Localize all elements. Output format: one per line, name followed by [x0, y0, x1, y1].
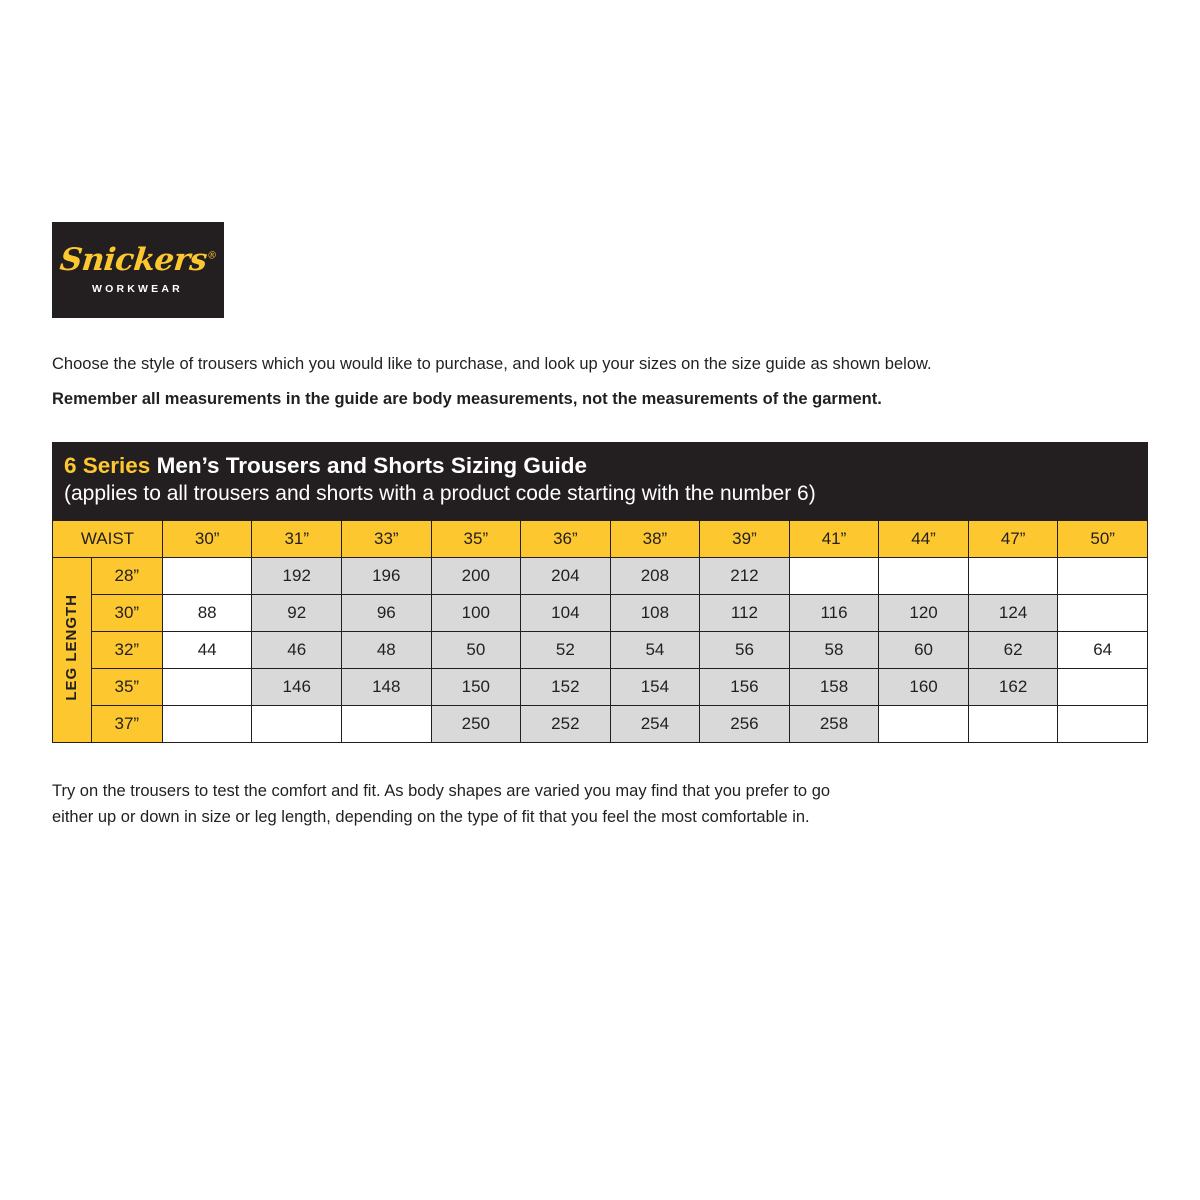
size-cell: 160 — [879, 668, 969, 705]
table-row — [53, 705, 1148, 742]
size-cell: 250 — [431, 705, 521, 742]
table-header-row — [53, 520, 1148, 557]
size-cell — [1058, 668, 1148, 705]
size-cell: 162 — [968, 668, 1058, 705]
guide-header — [52, 442, 1148, 520]
intro-paragraph-1: Choose the style of trousers which you would like to purchase, and look up your sizes on the size guide as shown below. — [52, 355, 932, 373]
size-cell: 192 — [252, 557, 342, 594]
guide-title — [64, 452, 1136, 481]
waist-size-header: 44” — [879, 520, 969, 557]
size-cell: 112 — [700, 594, 790, 631]
footer-paragraph-1: Try on the trousers to test the comfort and fit. As body shapes are varied you may find that you prefer to go — [52, 782, 831, 800]
waist-header: WAIST — [53, 520, 163, 557]
size-cell: 116 — [789, 594, 879, 631]
waist-size-header: 38” — [610, 520, 700, 557]
size-cell: 92 — [252, 594, 342, 631]
size-cell — [1058, 705, 1148, 742]
size-cell: 256 — [700, 705, 790, 742]
guide-title-rest: Men’s Trousers and Shorts Sizing Guide — [150, 453, 588, 478]
size-cell: 212 — [700, 557, 790, 594]
leg-length-axis-label — [53, 557, 92, 742]
waist-size-header: 39” — [700, 520, 790, 557]
guide-subtitle: (applies to all trousers and shorts with a product code starting with the number 6) — [64, 481, 816, 505]
leg-length-label: 35” — [91, 668, 162, 705]
leg-length-label: 30” — [91, 594, 162, 631]
size-cell — [968, 705, 1058, 742]
footer-paragraph-2: either up or down in size or leg length, depending on the type of fit that you feel the most comfortable in. — [52, 808, 810, 827]
size-cell: 104 — [521, 594, 611, 631]
guide-title-series: 6 Series — [64, 453, 151, 478]
table-row — [53, 631, 1148, 668]
size-cell — [879, 557, 969, 594]
registered-trademark-icon: ® — [206, 250, 218, 262]
size-cell: 60 — [879, 631, 969, 668]
size-cell — [252, 705, 342, 742]
sizing-table — [52, 520, 1148, 743]
size-cell: 146 — [252, 668, 342, 705]
size-cell: 48 — [342, 631, 432, 668]
size-cell: 152 — [521, 668, 611, 705]
logo-brand-text — [58, 242, 218, 278]
size-cell: 44 — [162, 631, 252, 668]
leg-length-axis-text: LEG LENGTH — [63, 593, 81, 701]
size-cell: 96 — [342, 594, 432, 631]
size-cell: 204 — [521, 557, 611, 594]
size-cell: 108 — [610, 594, 700, 631]
size-cell — [1058, 594, 1148, 631]
size-cell: 100 — [431, 594, 521, 631]
size-cell: 120 — [879, 594, 969, 631]
size-cell: 196 — [342, 557, 432, 594]
table-row — [53, 668, 1148, 705]
size-cell: 158 — [789, 668, 879, 705]
waist-size-header: 35” — [431, 520, 521, 557]
footer-text — [52, 778, 1052, 831]
size-cell: 154 — [610, 668, 700, 705]
size-cell: 208 — [610, 557, 700, 594]
size-cell: 252 — [521, 705, 611, 742]
size-cell: 52 — [521, 631, 611, 668]
size-cell — [1058, 557, 1148, 594]
table-row — [53, 594, 1148, 631]
waist-size-header: 41” — [789, 520, 879, 557]
leg-length-label: 37” — [91, 705, 162, 742]
size-cell: 124 — [968, 594, 1058, 631]
waist-size-header: 31” — [252, 520, 342, 557]
size-cell: 62 — [968, 631, 1058, 668]
size-cell — [789, 557, 879, 594]
size-cell: 254 — [610, 705, 700, 742]
waist-size-header: 30” — [162, 520, 252, 557]
size-cell: 64 — [1058, 631, 1148, 668]
size-cell: 56 — [700, 631, 790, 668]
size-cell: 46 — [252, 631, 342, 668]
waist-size-header: 36” — [521, 520, 611, 557]
intro-paragraph-2: Remember all measurements in the guide are body measurements, not the measurements of the garment. — [52, 389, 882, 408]
size-cell: 50 — [431, 631, 521, 668]
leg-length-label: 32” — [91, 631, 162, 668]
size-cell: 200 — [431, 557, 521, 594]
waist-size-header: 47” — [968, 520, 1058, 557]
waist-size-header: 33” — [342, 520, 432, 557]
leg-length-label: 28” — [91, 557, 162, 594]
intro-text — [52, 352, 1132, 412]
size-cell: 258 — [789, 705, 879, 742]
snickers-logo — [52, 222, 224, 318]
size-cell: 88 — [162, 594, 252, 631]
size-cell — [342, 705, 432, 742]
size-cell — [162, 668, 252, 705]
size-cell: 150 — [431, 668, 521, 705]
size-cell — [162, 557, 252, 594]
size-cell: 156 — [700, 668, 790, 705]
size-cell: 148 — [342, 668, 432, 705]
size-cell — [879, 705, 969, 742]
waist-size-header: 50” — [1058, 520, 1148, 557]
size-cell: 54 — [610, 631, 700, 668]
size-cell — [162, 705, 252, 742]
logo-brand-word: Snickers — [58, 242, 209, 278]
logo-subtitle: WORKWEAR — [92, 283, 183, 295]
sizing-guide-block — [52, 442, 1148, 743]
table-row — [53, 557, 1148, 594]
size-cell: 58 — [789, 631, 879, 668]
size-cell — [968, 557, 1058, 594]
